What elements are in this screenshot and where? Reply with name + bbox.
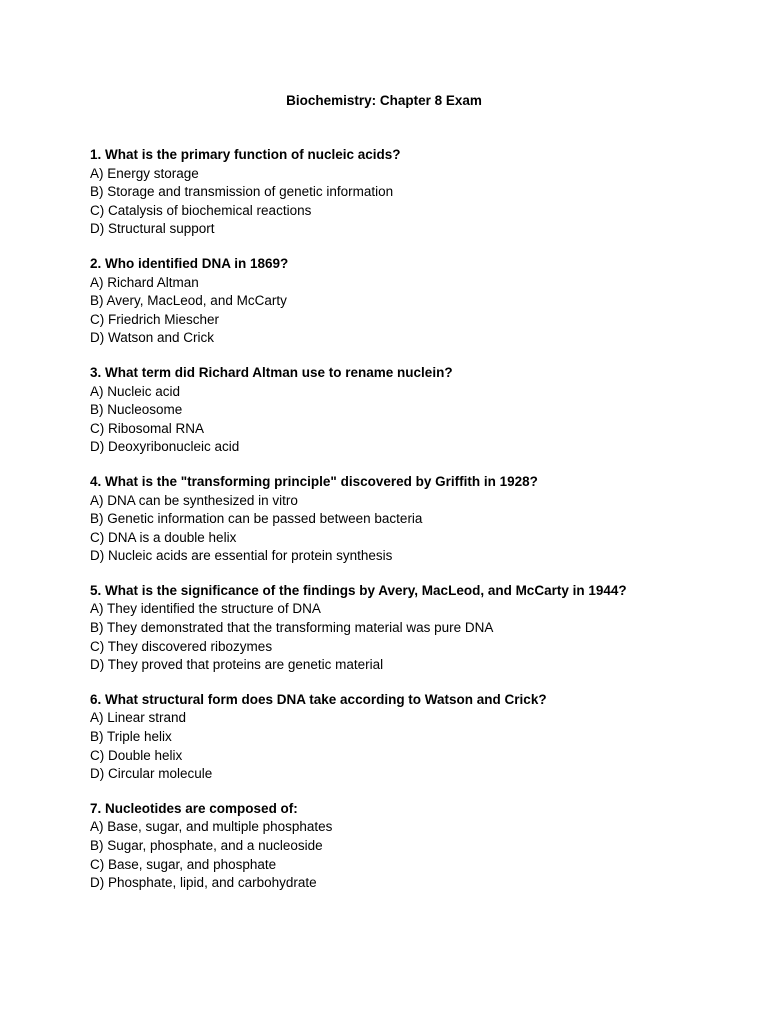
question-5 <box>90 582 730 675</box>
answer-option: D) Circular molecule <box>90 766 213 782</box>
answer-option: A) Richard Altman <box>90 274 199 290</box>
answer-option: C) DNA is a double helix <box>90 529 237 545</box>
question-1 <box>90 146 730 239</box>
question-text: 4. What is the "transforming principle" discovered by Griffith in 1928? <box>90 473 538 489</box>
answer-option: C) Ribosomal RNA <box>90 420 205 436</box>
answer-option: B) They demonstrated that the transforming material was pure DNA <box>90 620 494 636</box>
answer-option: A) Nucleic acid <box>90 383 181 399</box>
answer-option: A) DNA can be synthesized in vitro <box>90 492 298 508</box>
answer-option: B) Triple helix <box>90 729 172 745</box>
question-text: 6. What structural form does DNA take according to Watson and Crick? <box>90 691 547 707</box>
question-7 <box>90 800 730 893</box>
answer-option: A) Energy storage <box>90 165 199 181</box>
answer-option: B) Nucleosome <box>90 402 183 418</box>
answer-option: C) Base, sugar, and phosphate <box>90 856 277 872</box>
question-2 <box>90 255 730 348</box>
answer-option: D) Phosphate, lipid, and carbohydrate <box>90 875 317 891</box>
answer-option: A) Base, sugar, and multiple phosphates <box>90 819 333 835</box>
answer-option: D) Deoxyribonucleic acid <box>90 439 240 455</box>
answer-option: D) Nucleic acids are essential for protein synthesis <box>90 548 393 564</box>
answer-option: B) Sugar, phosphate, and a nucleoside <box>90 838 323 853</box>
answer-option: C) Catalysis of biochemical reactions <box>90 202 312 218</box>
question-4 <box>90 473 730 566</box>
answer-option: C) Friedrich Miescher <box>90 311 220 327</box>
answer-option: B) Genetic information can be passed between bacteria <box>90 511 423 527</box>
answer-option: D) They proved that proteins are genetic material <box>90 657 384 673</box>
question-6 <box>90 691 730 784</box>
question-text: 2. Who identified DNA in 1869? <box>90 255 289 271</box>
question-list <box>90 146 730 909</box>
question-3 <box>90 364 730 457</box>
answer-option: C) Double helix <box>90 747 183 763</box>
answer-option: A) Linear strand <box>90 710 187 726</box>
question-text: 5. What is the significance of the findings by Avery, MacLeod, and McCarty in 1944? <box>90 582 627 598</box>
question-text: 1. What is the primary function of nucleic acids? <box>90 147 401 162</box>
page-title: Biochemistry: Chapter 8 Exam <box>286 93 482 108</box>
answer-option: B) Avery, MacLeod, and McCarty <box>90 293 287 309</box>
answer-option: B) Storage and transmission of genetic information <box>90 184 394 200</box>
question-text: 3. What term did Richard Altman use to rename nuclein? <box>90 364 453 380</box>
answer-option: D) Watson and Crick <box>90 330 215 346</box>
answer-option: D) Structural support <box>90 221 215 237</box>
answer-option: C) They discovered ribozymes <box>90 638 273 654</box>
answer-option: A) They identified the structure of DNA <box>90 601 321 617</box>
question-text: 7. Nucleotides are composed of: <box>90 800 298 816</box>
